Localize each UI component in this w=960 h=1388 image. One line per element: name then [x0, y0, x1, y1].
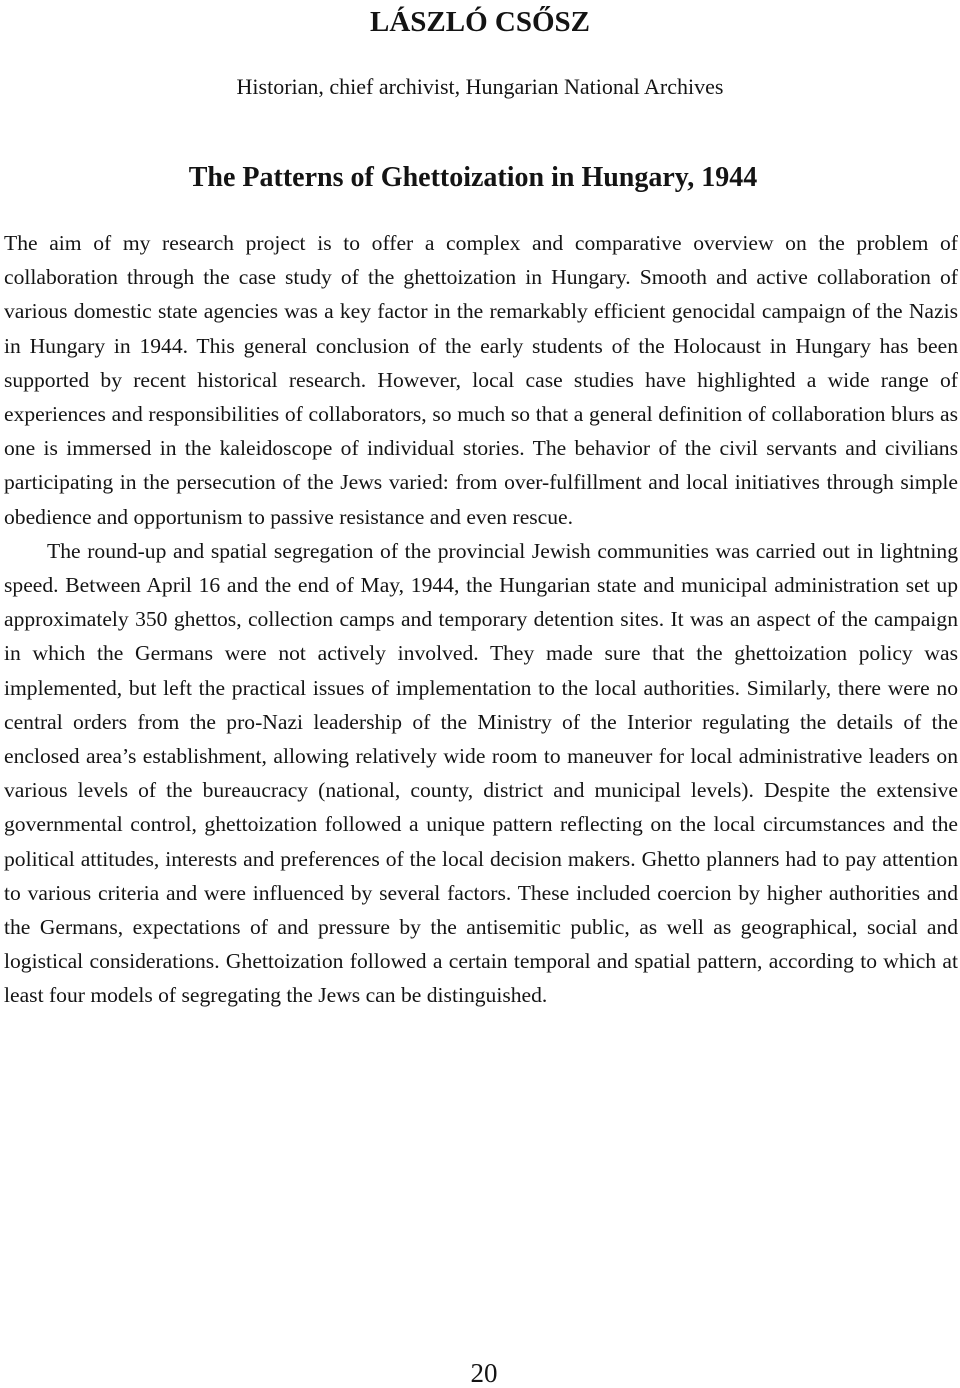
article-title: The Patterns of Ghettoization in Hungary, 1944: [188, 162, 758, 193]
page-number: 20: [470, 1358, 498, 1388]
body-paragraph-1: The aim of my research project is to offer a complex and comparative overview on the problem of collaboration through the case study of the ghettoization in Hungary. Smooth and active collaboration of various domestic state agencies was a key factor in the remarkably efficient genocidal campaign of the Nazis in Hungary in 1944. This general conclusion of the early students of the Holocaust in Hungary has been supported by recent historical research. However, local case studies have highlighted a wide range of experiences and responsibilities of collaborators, so much so that a general definition of collaboration blurs as one is immersed in the kaleidoscope of individual stories. The behavior of the civil servants and civilians participating in the persecution of the Jews varied: from over-fulfillment and local initiatives through simple obedience and opportunism to passive resistance and even rescue.: [4, 231, 958, 529]
article-body: [4, 226, 958, 1013]
author-name: LÁSZLÓ CSŐSZ: [369, 6, 590, 38]
author-affiliation: Historian, chief archivist, Hungarian National Archives: [236, 74, 724, 99]
body-paragraph-2: The round-up and spatial segregation of the provincial Jewish communities was carried out in lightning speed. Between April 16 and the end of May, 1944, the Hungarian state and municipal administration set up approximately 350 ghettos, collection camps and temporary detention sites. It was an aspect of the campaign in which the Germans were not actively involved. They made sure that the ghettoization policy was implemented, but left the practical issues of implementation to the local authorities. Similarly, there were no central orders from the pro-Nazi leadership of the Ministry of the Interior regulating the details of the enclosed area’s establishment, allowing relatively wide room to maneuver for local administrative leaders on various levels of the bureaucracy (national, county, district and municipal levels). Despite the extensive governmental control, ghettoization followed a unique pattern reflecting on the local circumstances and the political attitudes, interests and preferences of the local decision makers. Ghetto planners had to pay attention to various criteria and were influenced by several factors. These included coercion by higher authorities and the Germans, expectations of and pressure by the antisemitic public, as well as geographical, social and logistical considerations. Ghettoization followed a certain temporal and spatial pattern, according to which at least four models of segregating the Jews can be distinguished.: [4, 538, 958, 1008]
